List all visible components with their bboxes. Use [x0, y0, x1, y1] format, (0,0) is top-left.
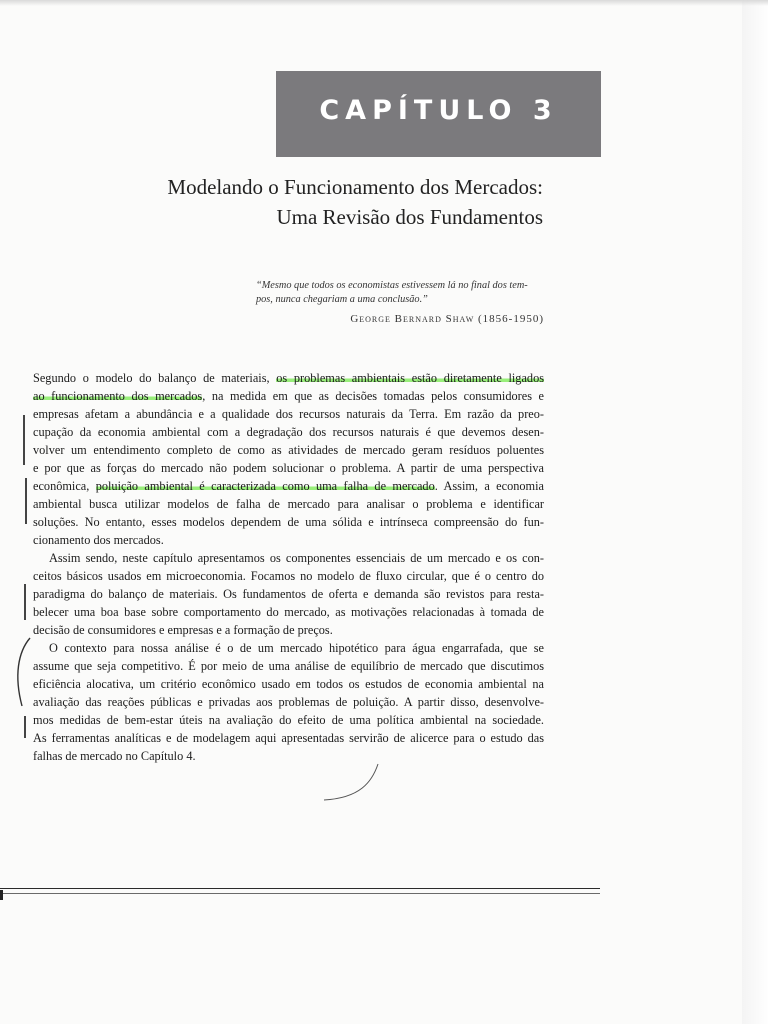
body-line: cionamento dos mercados. [33, 533, 164, 547]
footer-rule [0, 888, 600, 889]
margin-pen-mark [23, 415, 25, 465]
epigraph-line-2: pos, nunca chegariam a uma conclusão.” [256, 294, 428, 305]
body-line: empresas afetam a abundância e a qualidade dos recursos naturais da Terra. Em razão da preo- [33, 407, 544, 421]
body-line: paradigma do balanço de materiais. Os fundamentos de oferta e demanda são revistos para resta- [33, 587, 544, 601]
body-line: assume que seja competitivo. É por meio de uma análise de equilíbrio de mercado que discutimos [33, 659, 544, 673]
body-line: soluções. No entanto, esses modelos dependem de uma sólida e intrínseca compreensão do fun- [33, 515, 544, 529]
body-line [33, 369, 544, 387]
body-line [33, 477, 544, 495]
chapter-title-line-1: Modelando o Funcionamento dos Mercados: [167, 175, 543, 199]
footer-rule [0, 893, 600, 894]
body-line: belecer uma boa base sobre comportamento do mercado, as motivações relacionadas à tomada de [33, 605, 544, 619]
epigraph-line-1: “Mesmo que todos os economistas estivessem lá no final dos tem- [256, 280, 528, 291]
body-line: avaliação das reações públicas e privadas aos problemas de poluição. A partir disso, desenvolve- [33, 695, 544, 709]
chapter-title-line-2: Uma Revisão dos Fundamentos [276, 205, 543, 229]
body-line: ambiental busca utilizar modelos de falha de mercado para analisar o problema e identificar [33, 497, 544, 511]
margin-pen-mark [24, 716, 26, 738]
text-run: econômica, [33, 479, 96, 493]
page-edge [742, 0, 768, 1024]
body-line: decisão de consumidores e empresas e a formação de preços. [33, 623, 333, 637]
body-line: volver um entendimento completo de como as atividades de mercado geram resíduos poluentes [33, 443, 544, 457]
body-line: O contexto para nossa análise é o de um mercado hipotético para água engarrafada, que se [49, 641, 544, 655]
body-line: mos medidas de bem-estar úteis na avaliação do efeito de uma política ambiental na sociedade. [33, 713, 544, 727]
highlighted-text: os problemas ambientais estão diretamente ligados [276, 371, 544, 385]
epigraph-quote [256, 279, 544, 307]
margin-pen-mark [25, 478, 27, 524]
highlighted-text: poluição ambiental é caracterizada como uma falha de mercado [95, 479, 435, 493]
body-line: eficiência alocativa, um critério econômico usado em todos os estudos de economia ambiental na [33, 677, 544, 691]
body-line: ceitos básicos usados em microeconomia. Focamos no modelo de fluxo circular, que é o centro do [33, 569, 544, 583]
epigraph-author: George Bernard Shaw (1856-1950) [350, 313, 544, 325]
text-run: Segundo o modelo do balanço de materiais, [33, 371, 277, 385]
scan-shadow [0, 0, 768, 6]
body-line: Assim sendo, neste capítulo apresentamos os componentes essenciais de um mercado e os con- [49, 551, 544, 565]
text-run: . Assim, a economia [434, 479, 544, 493]
body-line: e por que as forças do mercado não podem solucionar o problema. A partir de uma perspectiva [33, 461, 544, 475]
doodle-curve-icon [320, 760, 390, 810]
body-line: cupação da economia ambiental com a degradação dos recursos naturais é que devemos desen- [33, 425, 544, 439]
margin-pen-mark [24, 584, 26, 620]
scan-mark [0, 890, 3, 900]
body-text [33, 369, 544, 765]
text-run: , na medida em que as decisões tomadas pelos consumidores e [202, 389, 544, 403]
chapter-banner [276, 71, 601, 157]
body-line [33, 387, 544, 405]
margin-bracket-icon [8, 636, 36, 716]
body-line: falhas de mercado no Capítulo 4. [33, 749, 196, 763]
highlighted-text: ao funcionamento dos mercados [33, 389, 203, 403]
body-line: As ferramentas analíticas e de modelagem aqui apresentadas servirão de alicerce para o estudo das [33, 731, 544, 745]
chapter-label: CAPÍTULO 3 [319, 95, 558, 126]
